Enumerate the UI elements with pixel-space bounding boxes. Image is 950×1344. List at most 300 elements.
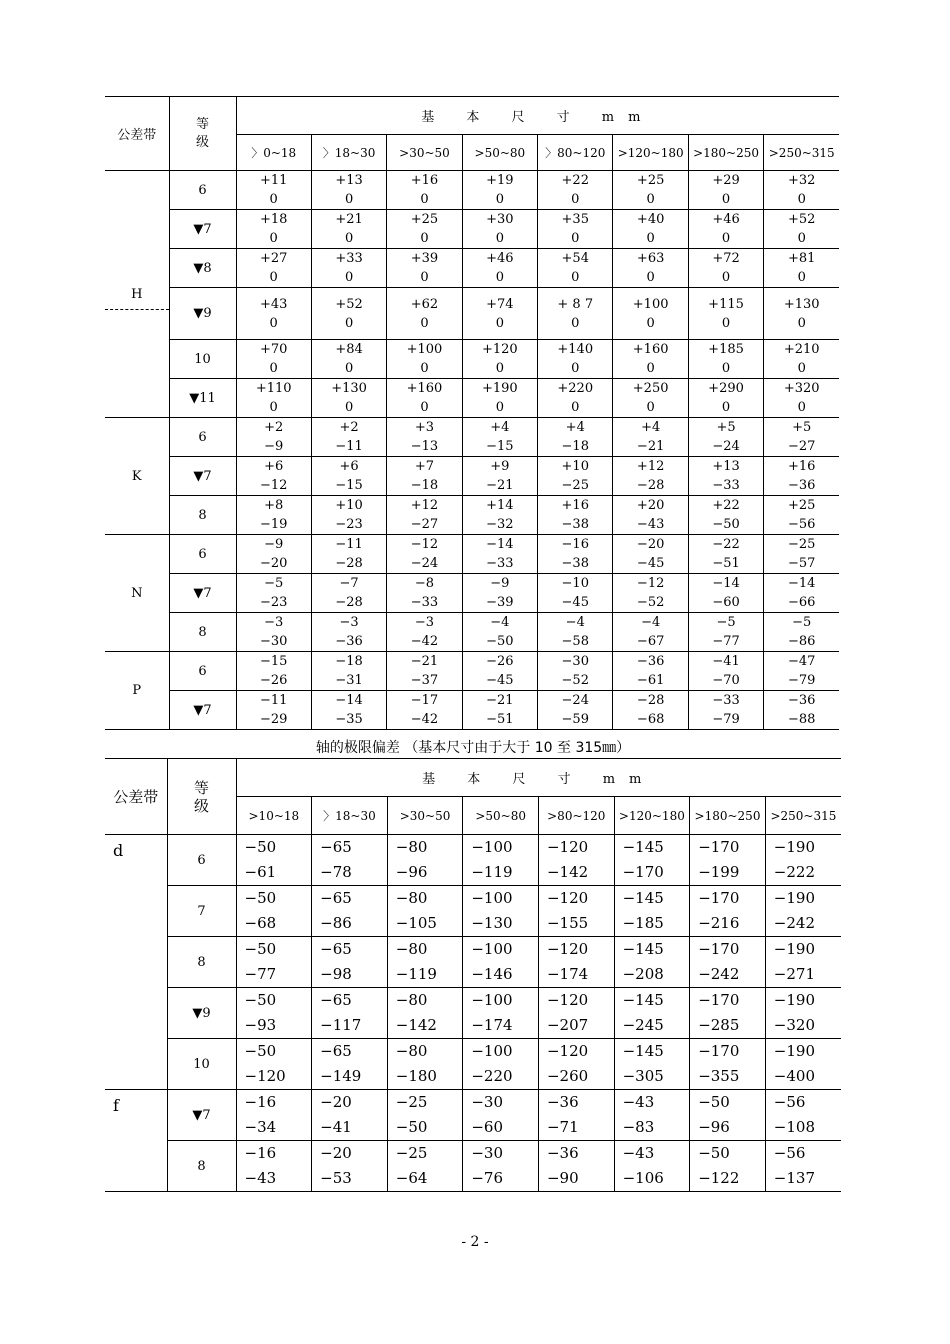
upper-deviation: +6 (339, 459, 359, 474)
upper-deviation: +30 (486, 212, 514, 227)
table-row (105, 1039, 841, 1090)
table-row (105, 210, 839, 249)
lower-deviation: 0 (344, 192, 354, 207)
table-row (105, 535, 839, 574)
deviation-cell (387, 988, 463, 1039)
lower-deviation: −41 (320, 1118, 352, 1136)
deviation-cell (462, 340, 537, 379)
deviation-cell (387, 1141, 463, 1192)
lower-deviation: −19 (259, 517, 288, 532)
deviation-cell (688, 652, 763, 691)
upper-deviation: +4 (490, 420, 510, 435)
upper-deviation: +5 (716, 420, 736, 435)
deviation-cell (690, 835, 766, 886)
upper-deviation: +43 (259, 296, 288, 312)
upper-deviation: +54 (561, 251, 589, 266)
lower-deviation: −68 (636, 712, 665, 727)
deviation-cell (764, 249, 839, 288)
table-row (105, 379, 839, 418)
deviation-cell (613, 418, 688, 457)
upper-deviation: +130 (783, 296, 820, 312)
deviation-cell (614, 1141, 690, 1192)
deviation-cell (765, 1141, 841, 1192)
upper-deviation: −65 (320, 940, 352, 958)
upper-deviation: −14 (787, 576, 816, 591)
upper-deviation: −120 (546, 889, 589, 907)
upper-deviation: +27 (259, 251, 288, 266)
deviation-cell (688, 379, 763, 418)
lower-deviation: −66 (787, 595, 816, 610)
lower-deviation: −79 (712, 712, 740, 727)
upper-deviation: + 8 7 (557, 296, 594, 312)
upper-deviation: −50 (244, 940, 277, 958)
deviation-cell (765, 988, 841, 1039)
lower-deviation: −119 (395, 965, 437, 983)
deviation-cell (463, 886, 539, 937)
deviation-cell (387, 535, 462, 574)
lower-deviation: −400 (773, 1067, 815, 1085)
upper-deviation: −65 (320, 838, 352, 856)
upper-deviation: +320 (783, 381, 820, 396)
lower-deviation: −34 (244, 1118, 277, 1136)
deviation-cell (538, 210, 613, 249)
upper-deviation: −9 (490, 576, 510, 591)
grade-cell: ▼11 (169, 379, 236, 418)
deviation-cell (236, 535, 311, 574)
lower-deviation: −56 (787, 517, 816, 532)
upper-deviation: −120 (546, 991, 589, 1009)
deviation-cell (764, 613, 839, 652)
upper-deviation: +13 (712, 459, 740, 474)
upper-deviation: −8 (414, 576, 435, 591)
upper-deviation: −28 (636, 693, 665, 708)
upper-deviation: +74 (486, 296, 514, 312)
upper-deviation: −16 (244, 1144, 277, 1162)
deviation-cell (236, 613, 311, 652)
deviation-cell (236, 340, 311, 379)
upper-deviation: +12 (636, 459, 665, 474)
size-column-header: >10~18 (236, 797, 312, 835)
lower-deviation: −119 (471, 863, 513, 881)
lower-deviation: −50 (486, 634, 514, 649)
lower-deviation: 0 (646, 400, 655, 415)
deviation-cell (614, 1090, 690, 1141)
upper-deviation: +13 (335, 173, 363, 188)
lower-deviation: −42 (410, 634, 439, 649)
upper-deviation: −50 (244, 889, 277, 907)
upper-deviation: −14 (712, 576, 740, 591)
deviation-cell (538, 418, 613, 457)
lower-deviation: −28 (636, 478, 665, 493)
deviation-cell (688, 418, 763, 457)
deviation-cell (236, 574, 311, 613)
deviation-cell (312, 1090, 388, 1141)
size-column-header: >30~50 (387, 135, 462, 171)
deviation-cell (236, 988, 312, 1039)
upper-deviation: +290 (708, 381, 744, 396)
lower-deviation: −33 (486, 556, 514, 571)
upper-deviation: −5 (716, 615, 736, 630)
deviation-cell (538, 288, 613, 340)
deviation-cell (236, 457, 311, 496)
deviation-cell (765, 1039, 841, 1090)
lower-deviation: −271 (773, 965, 815, 983)
table-row (105, 496, 839, 535)
grade-header (167, 759, 236, 835)
upper-deviation: −170 (698, 889, 740, 907)
upper-deviation: −80 (395, 940, 428, 958)
size-column-header: 〉0~18 (236, 135, 311, 171)
upper-deviation: +32 (787, 173, 816, 188)
lower-deviation: 0 (646, 270, 655, 285)
upper-deviation: +35 (561, 212, 589, 227)
deviation-cell (690, 1039, 766, 1090)
lower-deviation: 0 (571, 400, 580, 415)
lower-deviation: 0 (344, 361, 354, 376)
upper-deviation: −9 (264, 537, 284, 552)
upper-deviation: −30 (471, 1093, 504, 1111)
upper-deviation: −18 (335, 654, 363, 669)
upper-deviation: −50 (698, 1144, 730, 1162)
lower-deviation: −83 (622, 1118, 655, 1136)
deviation-cell (387, 496, 462, 535)
lower-deviation: −90 (546, 1169, 579, 1187)
deviation-cell (462, 249, 537, 288)
upper-deviation: −50 (244, 838, 277, 856)
size-column-header: 〉80~120 (538, 135, 613, 171)
upper-deviation: +160 (406, 381, 443, 396)
upper-deviation: −36 (787, 693, 816, 708)
lower-deviation: −96 (395, 863, 428, 881)
table-row (105, 886, 841, 937)
deviation-cell (764, 340, 839, 379)
lower-deviation: 0 (495, 400, 504, 415)
upper-deviation: +19 (486, 173, 514, 188)
deviation-cell (764, 288, 839, 340)
size-column-header: >120~180 (614, 797, 690, 835)
upper-deviation: +160 (632, 342, 669, 357)
lower-deviation: −77 (712, 634, 740, 649)
lower-deviation: −88 (787, 712, 816, 727)
deviation-cell (387, 574, 462, 613)
deviation-cell (311, 457, 386, 496)
lower-deviation: 0 (797, 361, 806, 376)
deviation-cell (764, 535, 839, 574)
lower-deviation: −71 (546, 1118, 579, 1136)
upper-deviation: +25 (636, 173, 665, 188)
upper-deviation: −24 (561, 693, 589, 708)
upper-deviation: −21 (410, 654, 439, 669)
upper-deviation: −120 (546, 838, 589, 856)
upper-deviation: +14 (486, 498, 514, 513)
table-row (105, 691, 839, 730)
lower-deviation: −64 (395, 1169, 428, 1187)
deviation-cell (613, 457, 688, 496)
lower-deviation: −27 (787, 439, 816, 454)
deviation-cell (312, 835, 388, 886)
deviation-cell (236, 1039, 312, 1090)
lower-deviation: 0 (797, 270, 806, 285)
lower-deviation: −98 (320, 965, 352, 983)
grade-cell: ▼9 (167, 988, 236, 1039)
upper-deviation: −65 (320, 991, 352, 1009)
lower-deviation: −33 (410, 595, 439, 610)
upper-deviation: −43 (622, 1093, 655, 1111)
lower-deviation: 0 (420, 192, 429, 207)
table-row (105, 457, 839, 496)
lower-deviation: −52 (561, 673, 589, 688)
deviation-cell (462, 210, 537, 249)
lower-deviation: 0 (721, 361, 731, 376)
deviation-cell (462, 691, 537, 730)
deviation-cell (538, 574, 613, 613)
upper-deviation: −21 (486, 693, 514, 708)
deviation-cell (613, 652, 688, 691)
deviation-cell (538, 937, 614, 988)
deviation-cell (311, 288, 386, 340)
header-row (105, 97, 839, 135)
grade-cell: 8 (167, 1141, 236, 1192)
deviation-cell (311, 652, 386, 691)
lower-deviation: −86 (320, 914, 352, 932)
lower-deviation: 0 (420, 315, 429, 331)
table-row (105, 652, 839, 691)
upper-deviation: −80 (395, 991, 428, 1009)
deviation-cell (387, 835, 463, 886)
grade-cell: 8 (169, 496, 236, 535)
deviation-cell (311, 418, 386, 457)
lower-deviation: −174 (546, 965, 589, 983)
upper-deviation: +100 (632, 296, 669, 312)
lower-deviation: −27 (410, 517, 439, 532)
lower-deviation: −76 (471, 1169, 504, 1187)
upper-deviation: +40 (636, 212, 665, 227)
upper-deviation: +8 (264, 498, 284, 513)
lower-deviation: 0 (721, 192, 731, 207)
lower-deviation: −45 (486, 673, 514, 688)
table-row (105, 418, 839, 457)
tolerance-band-label: P (105, 652, 169, 730)
deviation-cell (538, 1090, 614, 1141)
deviation-cell (311, 691, 386, 730)
lower-deviation: −245 (622, 1016, 664, 1034)
deviation-cell (312, 1039, 388, 1090)
grade-cell: 6 (169, 652, 236, 691)
lower-deviation: −222 (773, 863, 815, 881)
deviation-cell (613, 574, 688, 613)
deviation-cell (387, 652, 462, 691)
upper-deviation: −33 (712, 693, 740, 708)
upper-deviation: −30 (561, 654, 589, 669)
upper-deviation: +21 (335, 212, 363, 227)
deviation-cell (688, 574, 763, 613)
lower-deviation: 0 (495, 315, 504, 331)
lower-deviation: −23 (259, 595, 288, 610)
deviation-cell (462, 574, 537, 613)
lower-deviation: −105 (395, 914, 437, 932)
deviation-cell (387, 886, 463, 937)
lower-deviation: 0 (797, 231, 806, 246)
deviation-cell (690, 937, 766, 988)
lower-deviation: −37 (410, 673, 439, 688)
upper-deviation: −11 (335, 537, 363, 552)
deviation-cell (311, 340, 386, 379)
grade-cell: 7 (167, 886, 236, 937)
deviation-cell (311, 613, 386, 652)
deviation-cell (613, 340, 688, 379)
deviation-cell (463, 1090, 539, 1141)
upper-deviation: −25 (787, 537, 816, 552)
deviation-cell (462, 457, 537, 496)
table-row (105, 249, 839, 288)
lower-deviation: −120 (244, 1067, 286, 1085)
upper-deviation: −170 (698, 1042, 740, 1060)
lower-deviation: −305 (622, 1067, 664, 1085)
upper-deviation: +46 (712, 212, 740, 227)
upper-deviation: +25 (410, 212, 439, 227)
grade-header-label: 等级 (195, 116, 209, 150)
deviation-cell (387, 249, 462, 288)
deviation-cell (236, 1141, 312, 1192)
deviation-cell (764, 418, 839, 457)
deviation-cell (462, 496, 537, 535)
upper-deviation: −12 (636, 576, 665, 591)
upper-deviation: +100 (406, 342, 443, 357)
deviation-cell (613, 613, 688, 652)
lower-deviation: −36 (335, 634, 363, 649)
upper-deviation: +16 (410, 173, 439, 188)
lower-deviation: 0 (646, 361, 655, 376)
deviation-cell (613, 691, 688, 730)
deviation-cell (236, 249, 311, 288)
deviation-cell (538, 379, 613, 418)
upper-deviation: +20 (636, 498, 665, 513)
lower-deviation: −185 (622, 914, 664, 932)
upper-deviation: −170 (698, 991, 740, 1009)
upper-deviation: −30 (471, 1144, 504, 1162)
lower-deviation: −149 (320, 1067, 362, 1085)
band-header: 公差带 (105, 97, 169, 171)
upper-deviation: +4 (641, 420, 661, 435)
deviation-cell (764, 379, 839, 418)
upper-deviation: −11 (259, 693, 288, 708)
deviation-cell (538, 535, 613, 574)
shaft-tolerance-table (105, 758, 841, 1192)
band-header: 公差带 (105, 759, 167, 835)
lower-deviation: −43 (244, 1169, 277, 1187)
grade-cell: ▼7 (169, 691, 236, 730)
upper-deviation: −4 (565, 615, 585, 630)
upper-deviation: +33 (335, 251, 363, 266)
upper-deviation: −190 (773, 940, 815, 958)
lower-deviation: 0 (420, 361, 429, 376)
deviation-cell (538, 249, 613, 288)
lower-deviation: −78 (320, 863, 352, 881)
lower-deviation: −24 (410, 556, 439, 571)
deviation-cell (387, 379, 462, 418)
tolerance-band-label: d (105, 835, 167, 1090)
deviation-cell (462, 652, 537, 691)
deviation-cell (538, 340, 613, 379)
lower-deviation: −242 (773, 914, 815, 932)
deviation-cell (688, 288, 763, 340)
deviation-cell (311, 171, 386, 210)
lower-deviation: 0 (646, 231, 655, 246)
upper-deviation: −100 (471, 991, 513, 1009)
deviation-cell (311, 249, 386, 288)
lower-deviation: −146 (471, 965, 513, 983)
deviation-cell (463, 1039, 539, 1090)
upper-deviation: +62 (410, 296, 439, 312)
lower-deviation: 0 (495, 270, 504, 285)
lower-deviation: −39 (486, 595, 514, 610)
upper-deviation: −7 (339, 576, 359, 591)
upper-deviation: +190 (482, 381, 518, 396)
hole-tolerance-table (105, 96, 839, 730)
deviation-cell (613, 379, 688, 418)
upper-deviation: +2 (339, 420, 359, 435)
upper-deviation: −170 (698, 940, 740, 958)
deviation-cell (614, 886, 690, 937)
lower-deviation: 0 (269, 315, 278, 331)
deviation-cell (688, 171, 763, 210)
lower-deviation: 0 (269, 270, 278, 285)
lower-deviation: −59 (561, 712, 589, 727)
deviation-cell (236, 379, 311, 418)
upper-deviation: −25 (395, 1144, 428, 1162)
lower-deviation: 0 (344, 400, 354, 415)
upper-deviation: −4 (490, 615, 510, 630)
lower-deviation: 0 (646, 192, 655, 207)
upper-deviation: +10 (561, 459, 589, 474)
size-column-header: >250~315 (765, 797, 841, 835)
lower-deviation: −30 (259, 634, 288, 649)
lower-deviation: −45 (636, 556, 665, 571)
lower-deviation: −21 (486, 478, 514, 493)
lower-deviation: −130 (471, 914, 513, 932)
deviation-cell (764, 691, 839, 730)
lower-deviation: −57 (787, 556, 816, 571)
upper-deviation: +115 (708, 296, 744, 312)
deviation-cell (764, 457, 839, 496)
lower-deviation: −58 (561, 634, 589, 649)
shaft-table-title: 轴的极限偏差 （基本尺寸由于大于 10 至 315㎜） (315, 740, 631, 756)
deviation-cell (690, 988, 766, 1039)
deviation-cell (312, 937, 388, 988)
lower-deviation: 0 (721, 400, 731, 415)
grade-cell: ▼7 (169, 574, 236, 613)
size-column-header: >30~50 (387, 797, 463, 835)
deviation-cell (538, 457, 613, 496)
table-row (105, 574, 839, 613)
upper-deviation: −50 (244, 1042, 277, 1060)
lower-deviation: −36 (787, 478, 816, 493)
lower-deviation: −355 (698, 1067, 740, 1085)
size-column-header: 〉18~30 (312, 797, 388, 835)
upper-deviation: −43 (622, 1144, 655, 1162)
upper-deviation: +22 (561, 173, 589, 188)
deviation-cell (690, 1141, 766, 1192)
grade-cell: ▼8 (169, 249, 236, 288)
deviation-cell (387, 691, 462, 730)
upper-deviation: +70 (259, 342, 288, 357)
deviation-cell (614, 835, 690, 886)
deviation-cell (538, 691, 613, 730)
lower-deviation: −20 (259, 556, 288, 571)
deviation-cell (463, 835, 539, 886)
lower-deviation: −29 (259, 712, 288, 727)
upper-deviation: −145 (622, 991, 664, 1009)
